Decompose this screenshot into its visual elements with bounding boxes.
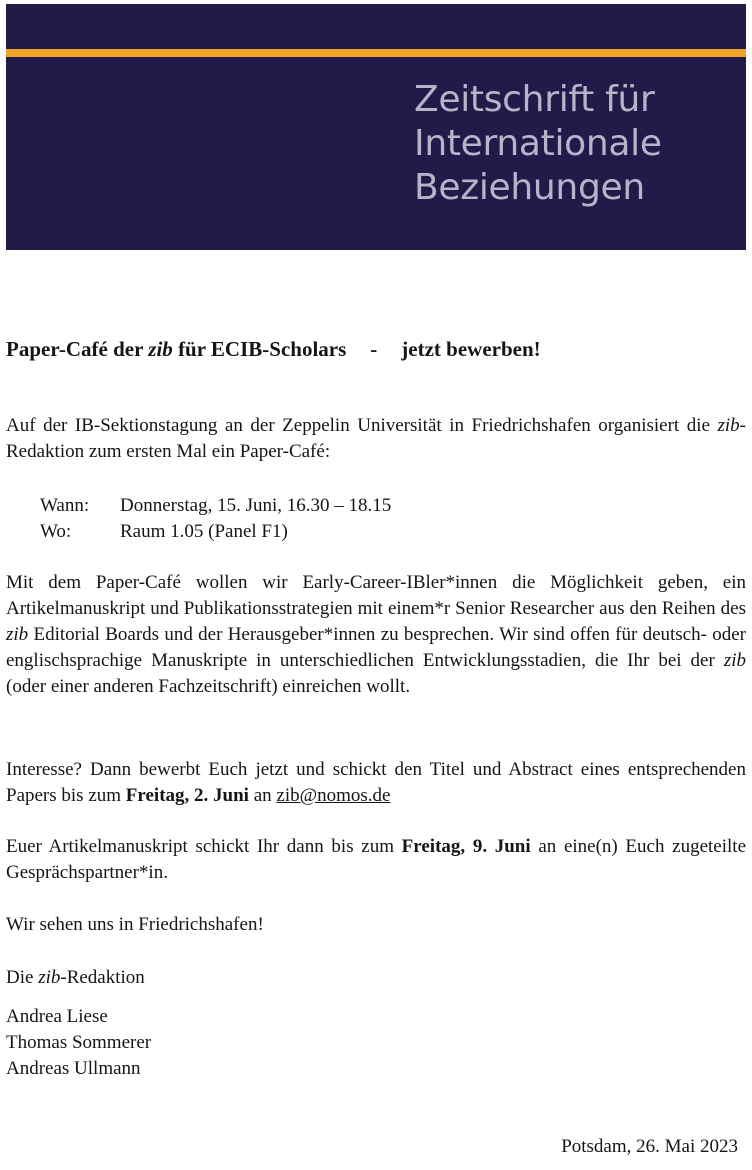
when-value: Donnerstag, 15. Juni, 16.30 – 18.15: [120, 495, 392, 516]
sender-line: [6, 965, 746, 991]
detail-where: [40, 519, 540, 545]
intro-paragraph: [6, 413, 746, 465]
when-label: Wann:: [40, 495, 90, 516]
manuscript-paragraph: [6, 834, 746, 886]
application-paragraph: [6, 757, 746, 809]
journal-banner: [6, 4, 746, 250]
closing-line: Wir sehen uns in Friedrichshafen!: [6, 914, 264, 935]
signatory-name: Thomas Sommerer: [6, 1032, 152, 1053]
place-date: Potsdam, 26. Mai 2023: [561, 1136, 738, 1157]
sender-prefix: Die: [6, 967, 39, 988]
intro-text1: Auf der IB-Sektionstagung an der Zeppelin Universität in Friedrichshafen organisiert die: [6, 415, 718, 436]
orange-stripe: [6, 49, 746, 57]
signatory-name: Andreas Ullmann: [6, 1058, 141, 1079]
heading-dash: -: [370, 337, 378, 361]
sender-zib: zib: [38, 967, 61, 988]
intro-zib: zib: [717, 415, 740, 436]
para3-text2: an eine(n) Euch zugeteilte Gesprächspartner*in.: [6, 836, 746, 883]
where-label: Wo:: [40, 521, 72, 542]
para1-text3: (oder einer anderen Fachzeitschrift) einreichen wollt.: [6, 676, 411, 697]
description-paragraph: [6, 570, 746, 700]
intro-text2: -Redaktion zum ersten Mal ein Paper-Café:: [6, 415, 746, 462]
where-value: Raum 1.05 (Panel F1): [120, 521, 288, 542]
journal-title: [414, 78, 744, 210]
journal-title-line2: Internationale: [414, 123, 662, 164]
heading-part2: für ECIB-Scholars: [172, 337, 347, 361]
signatory-name: Andrea Liese: [6, 1006, 108, 1027]
email-link[interactable]: zib@nomos.de: [276, 785, 391, 806]
detail-when: [40, 493, 540, 519]
signatories: [6, 1004, 151, 1082]
journal-title-line3: Beziehungen: [414, 167, 645, 208]
heading-part1: Paper-Café der: [6, 337, 149, 361]
para1-zib1: zib: [6, 624, 29, 645]
announcement-heading: [6, 335, 746, 363]
para2-text1: Interesse? Dann bewerbt Euch jetzt und schickt den Titel und Abstract eines entsprechenden Papers bis zum: [6, 759, 746, 806]
application-deadline: Freitag, 2. Juni: [125, 785, 249, 806]
heading-zib: zib: [148, 337, 173, 361]
para1-text2: Editorial Boards und der Herausgeber*innen zu besprechen. Wir sind offen für deutsch- oder englischsprachige Manuskripte in unterschiedlichen Entwicklungsstadien, die Ihr bei der: [6, 624, 746, 671]
journal-title-line1: Zeitschrift für: [414, 79, 655, 120]
para2-text2: an: [248, 785, 277, 806]
para3-text1: Euer Artikelmanuskript schickt Ihr dann bis zum: [6, 836, 402, 857]
para1-zib2: zib: [723, 650, 746, 671]
manuscript-deadline: Freitag, 9. Juni: [401, 836, 531, 857]
sender-suffix: -Redaktion: [60, 967, 145, 988]
para1-text1: Mit dem Paper-Café wollen wir Early-Career-IBler*innen die Möglichkeit geben, ein Artikelmanuskript und Publikationsstrategien mit einem*r Senior Researcher aus den Reihen des: [6, 572, 746, 619]
heading-part3: jetzt bewerben!: [401, 337, 541, 361]
event-details: [40, 493, 540, 545]
